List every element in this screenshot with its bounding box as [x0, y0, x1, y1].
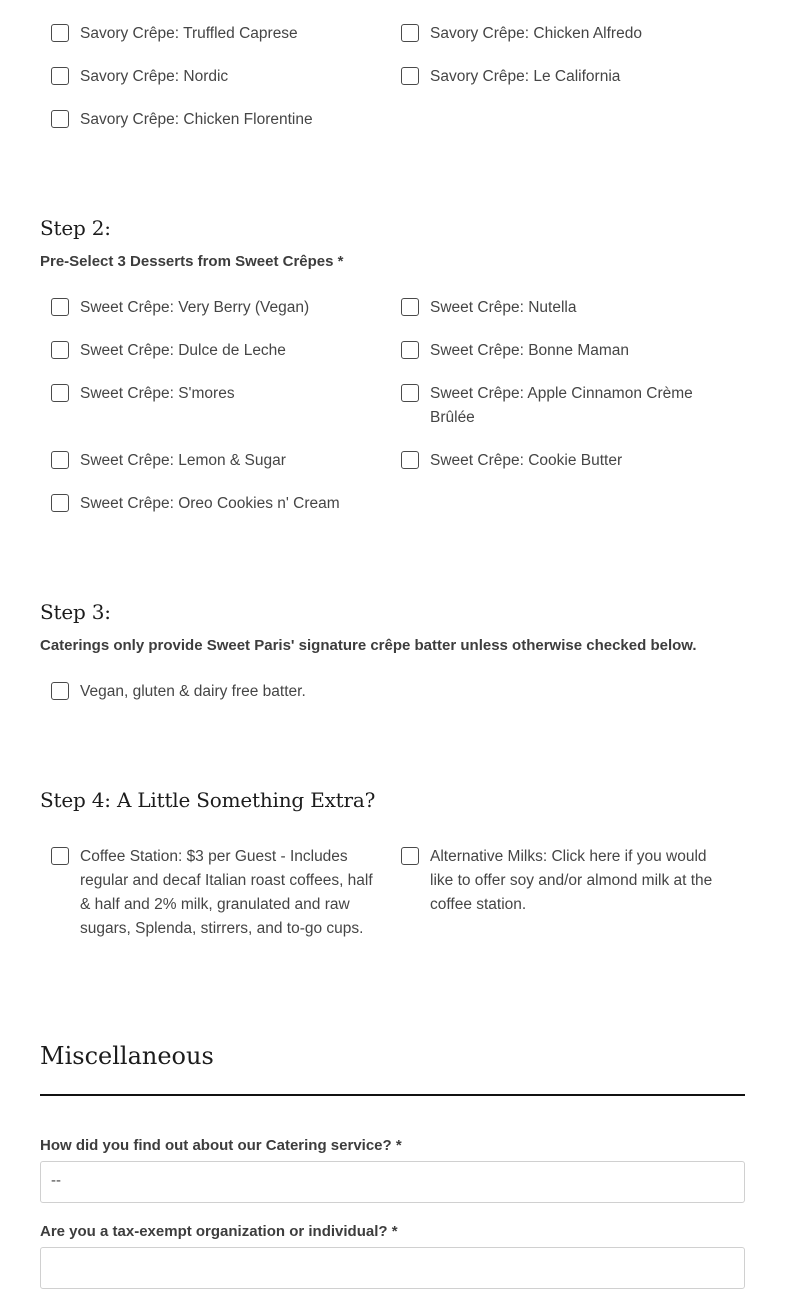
select-value: --: [51, 1172, 61, 1189]
step-2-title: Step 2:: [40, 216, 111, 240]
checkbox-label: Savory Crêpe: Le California: [430, 68, 621, 85]
checkbox-sweet-oreo[interactable]: [51, 494, 69, 512]
checkbox-sweet-bonne-maman[interactable]: [401, 341, 419, 359]
tax-exempt-select[interactable]: [40, 1247, 745, 1289]
checkbox-coffee-station[interactable]: [51, 847, 69, 865]
checkbox-sweet-lemon-sugar[interactable]: [51, 451, 69, 469]
checkbox-label: Savory Crêpe: Chicken Alfredo: [430, 25, 642, 42]
checkbox-sweet-apple-cinnamon[interactable]: [401, 384, 419, 402]
checkbox-label: Sweet Crêpe: Very Berry (Vegan): [80, 299, 310, 316]
checkbox-label: Savory Crêpe: Chicken Florentine: [80, 111, 313, 128]
tax-exempt-label: Are you a tax-exempt organization or individual? *: [40, 1223, 398, 1240]
checkbox-label: Sweet Crêpe: S'mores: [80, 385, 235, 402]
checkbox-savory-nordic[interactable]: [51, 67, 69, 85]
checkbox-label: Savory Crêpe: Truffled Caprese: [80, 25, 298, 42]
step-2-subtitle: Pre-Select 3 Desserts from Sweet Crêpes *: [40, 253, 344, 270]
checkbox-label: Sweet Crêpe: Nutella: [430, 299, 577, 316]
checkbox-label: Savory Crêpe: Nordic: [80, 68, 229, 85]
miscellaneous-title: Miscellaneous: [40, 1042, 214, 1070]
checkbox-savory-chicken-alfredo[interactable]: [401, 24, 419, 42]
checkbox-sweet-dulce-de-leche[interactable]: [51, 341, 69, 359]
section-divider: [40, 1094, 745, 1096]
checkbox-vegan-batter[interactable]: [51, 682, 69, 700]
checkbox-sweet-very-berry[interactable]: [51, 298, 69, 316]
checkbox-label: Sweet Crêpe: Apple Cinnamon Crème Brûlée: [430, 385, 693, 426]
checkbox-savory-chicken-florentine[interactable]: [51, 110, 69, 128]
catering-source-label: How did you find out about our Catering service? *: [40, 1137, 402, 1154]
checkbox-label: Vegan, gluten & dairy free batter.: [80, 683, 306, 700]
checkbox-savory-le-california[interactable]: [401, 67, 419, 85]
checkbox-label: Alternative Milks: Click here if you would like to offer soy and/or almond milk at the coffee station.: [430, 848, 713, 913]
step-3-subtitle: Caterings only provide Sweet Paris' signature crêpe batter unless otherwise checked below.: [40, 637, 697, 654]
step-3-title: Step 3:: [40, 600, 111, 624]
checkbox-label: Sweet Crêpe: Bonne Maman: [430, 342, 630, 359]
step-4-title: Step 4: A Little Something Extra?: [40, 788, 376, 812]
checkbox-sweet-nutella[interactable]: [401, 298, 419, 316]
checkbox-label: Sweet Crêpe: Oreo Cookies n' Cream: [80, 495, 340, 512]
catering-source-select[interactable]: [40, 1161, 745, 1203]
checkbox-label: Sweet Crêpe: Dulce de Leche: [80, 342, 286, 359]
checkbox-savory-truffled-caprese[interactable]: [51, 24, 69, 42]
checkbox-alternative-milks[interactable]: [401, 847, 419, 865]
checkbox-sweet-cookie-butter[interactable]: [401, 451, 419, 469]
checkbox-label: Sweet Crêpe: Lemon & Sugar: [80, 452, 286, 469]
checkbox-label: Coffee Station: $3 per Guest - Includes regular and decaf Italian roast coffees, half & half and 2% milk, granulated and raw sugars, Splenda, stirrers, and to-go cups.: [80, 848, 373, 937]
checkbox-sweet-smores[interactable]: [51, 384, 69, 402]
checkbox-label: Sweet Crêpe: Cookie Butter: [430, 452, 623, 469]
